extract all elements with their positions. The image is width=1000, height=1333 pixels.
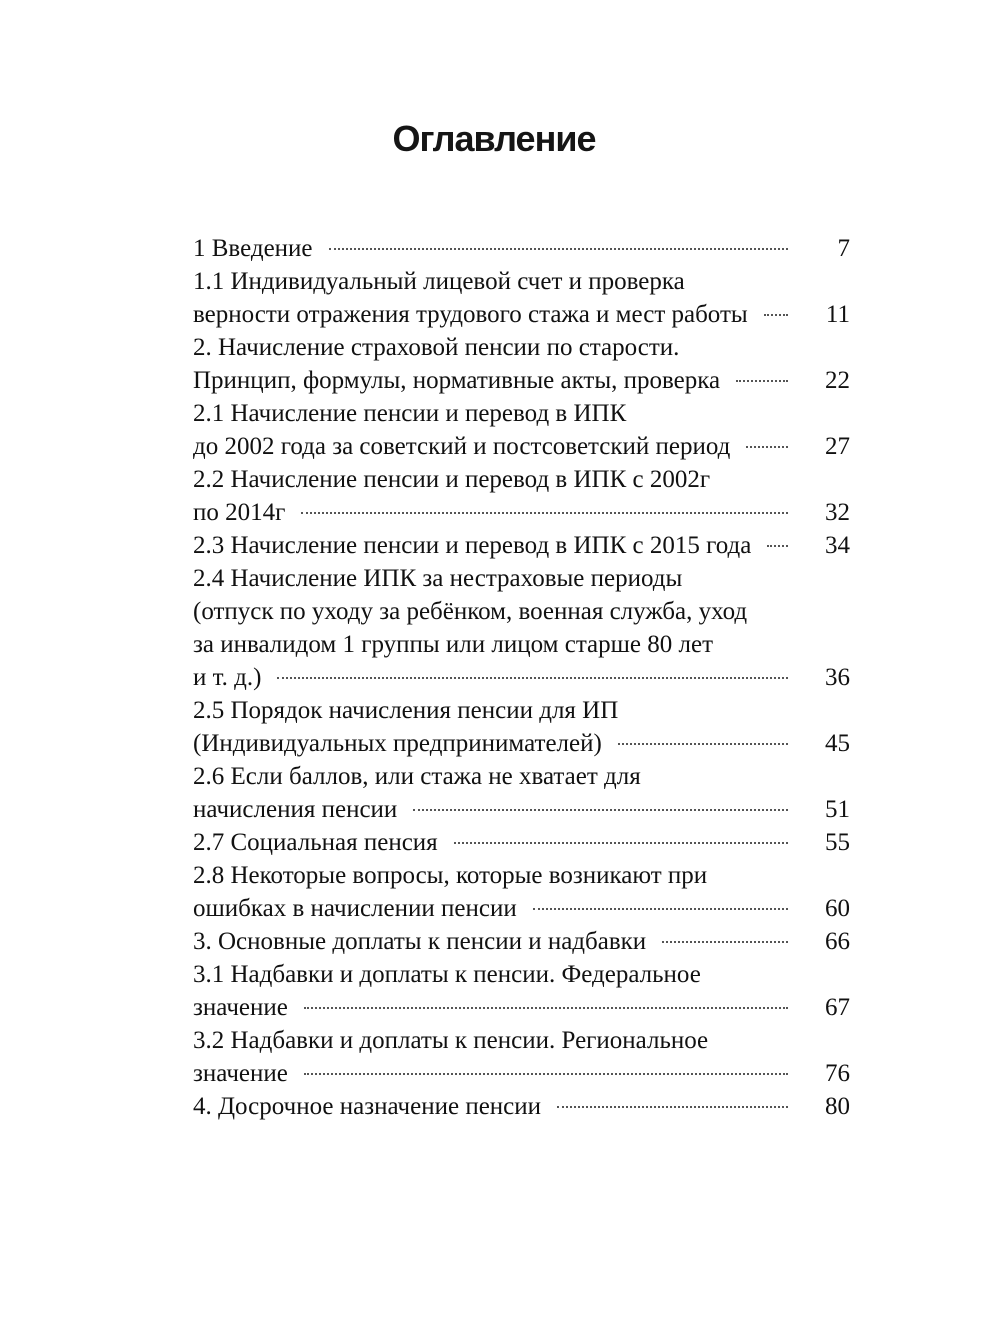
toc-page-number: 36 <box>825 664 850 691</box>
toc-entry[interactable] <box>193 826 850 859</box>
dot-leader <box>533 908 788 910</box>
toc-entry[interactable] <box>193 463 850 529</box>
toc-page-number: 32 <box>825 499 850 526</box>
toc-entry-row <box>193 826 850 859</box>
dot-leader <box>767 545 788 547</box>
toc-entry[interactable] <box>193 331 850 397</box>
toc-page-number: 67 <box>825 994 850 1021</box>
dot-leader <box>736 380 788 382</box>
toc-page-number: 22 <box>825 367 850 394</box>
toc-entry-line: 2.7 Социальная пенсия <box>193 829 438 856</box>
toc-page-number: 27 <box>825 433 850 460</box>
toc-entry-line: 2.3 Начисление пенсии и перевод в ИПК с 2015 года <box>193 532 752 559</box>
dot-leader <box>301 512 788 514</box>
toc-entry-row <box>193 991 850 1024</box>
toc-entry-row <box>193 529 850 562</box>
toc-entry-row <box>193 661 850 694</box>
toc-page-number: 60 <box>825 895 850 922</box>
dot-leader <box>277 677 788 679</box>
dot-leader <box>746 446 788 448</box>
toc-entry-line: 1.1 Индивидуальный лицевой счет и проверка <box>193 268 685 295</box>
toc-entry-line: (отпуск по уходу за ребёнком, военная служба, уход <box>193 598 748 625</box>
toc-entry-line: 2.5 Порядок начисления пенсии для ИП <box>193 697 619 724</box>
toc-entry[interactable] <box>193 1090 850 1123</box>
toc-entry[interactable] <box>193 529 850 562</box>
toc-entry[interactable] <box>193 958 850 1024</box>
toc-entry-line: значение <box>193 1060 288 1087</box>
toc-entry[interactable] <box>193 397 850 463</box>
toc-page-number: 76 <box>825 1060 850 1087</box>
toc-entry-line: Принцип, формулы, нормативные акты, проверка <box>193 367 721 394</box>
toc-page-number: 80 <box>825 1093 850 1120</box>
dot-leader <box>304 1073 788 1075</box>
dot-leader <box>304 1007 788 1009</box>
toc-entry[interactable] <box>193 859 850 925</box>
toc-entry[interactable] <box>193 562 850 694</box>
dot-leader <box>329 248 788 250</box>
toc-page-number: 45 <box>825 730 850 757</box>
toc-entry[interactable] <box>193 232 850 265</box>
toc-entry-line: до 2002 года за советский и постсоветский период <box>193 433 731 460</box>
toc-entry-row <box>193 892 850 925</box>
toc-entry-row <box>193 793 850 826</box>
toc-entry-line: 4. Досрочное назначение пенсии <box>193 1093 542 1120</box>
toc-entry[interactable] <box>193 760 850 826</box>
toc-entry[interactable] <box>193 694 850 760</box>
toc-entry-row <box>193 1090 850 1123</box>
toc-entry-row <box>193 430 850 463</box>
toc-page-number: 66 <box>825 928 850 955</box>
toc-entry-line: (Индивидуальных предпринимателей) <box>193 730 602 757</box>
toc-page-number: 11 <box>825 301 850 328</box>
toc-entry-line: значение <box>193 994 288 1021</box>
toc-entry-line: 2.1 Начисление пенсии и перевод в ИПК <box>193 400 627 427</box>
toc-entry-row <box>193 496 850 529</box>
toc-page-number: 7 <box>837 235 850 262</box>
toc-entry-row <box>193 1057 850 1090</box>
toc-entry-line: 2.6 Если баллов, или стажа не хватает для <box>193 763 641 790</box>
dot-leader <box>662 941 788 943</box>
toc-entry-row <box>193 727 850 760</box>
toc-entry[interactable] <box>193 265 850 331</box>
toc-entry[interactable] <box>193 1024 850 1090</box>
toc-entry-line: начисления пенсии <box>193 796 398 823</box>
toc-page-number: 51 <box>825 796 850 823</box>
toc-page-number: 55 <box>825 829 850 856</box>
dot-leader <box>764 314 788 316</box>
toc-entry-row <box>193 925 850 958</box>
toc-entry-line: верности отражения трудового стажа и мест работы <box>193 301 748 328</box>
toc-entry-line: за инвалидом 1 группы или лицом старше 80 лет <box>193 631 713 658</box>
page-title: Оглавление <box>392 118 596 159</box>
table-of-contents <box>193 232 850 1123</box>
toc-entry-row <box>193 232 850 265</box>
toc-entry-row <box>193 298 850 331</box>
toc-entry-line: по 2014г <box>193 499 286 526</box>
toc-entry-line: 2.4 Начисление ИПК за нестраховые периоды <box>193 565 683 592</box>
dot-leader <box>413 809 788 811</box>
toc-entry-line: 3.1 Надбавки и доплаты к пенсии. Федеральное <box>193 961 701 988</box>
toc-entry-line: 2. Начисление страховой пенсии по старости. <box>193 334 680 361</box>
toc-entry-line: ошибках в начислении пенсии <box>193 895 517 922</box>
dot-leader <box>618 743 788 745</box>
toc-entry-row <box>193 364 850 397</box>
toc-entry-line: 1 Введение <box>193 235 313 262</box>
toc-page-number: 34 <box>825 532 850 559</box>
toc-entry-line: 2.2 Начисление пенсии и перевод в ИПК с 2002г <box>193 466 711 493</box>
toc-entry-line: 3.2 Надбавки и доплаты к пенсии. Региональное <box>193 1027 709 1054</box>
toc-entry-line: и т. д.) <box>193 664 262 691</box>
toc-entry[interactable] <box>193 925 850 958</box>
toc-entry-line: 2.8 Некоторые вопросы, которые возникают при <box>193 862 708 889</box>
dot-leader <box>557 1106 788 1108</box>
dot-leader <box>454 842 788 844</box>
toc-entry-line: 3. Основные доплаты к пенсии и надбавки <box>193 928 647 955</box>
